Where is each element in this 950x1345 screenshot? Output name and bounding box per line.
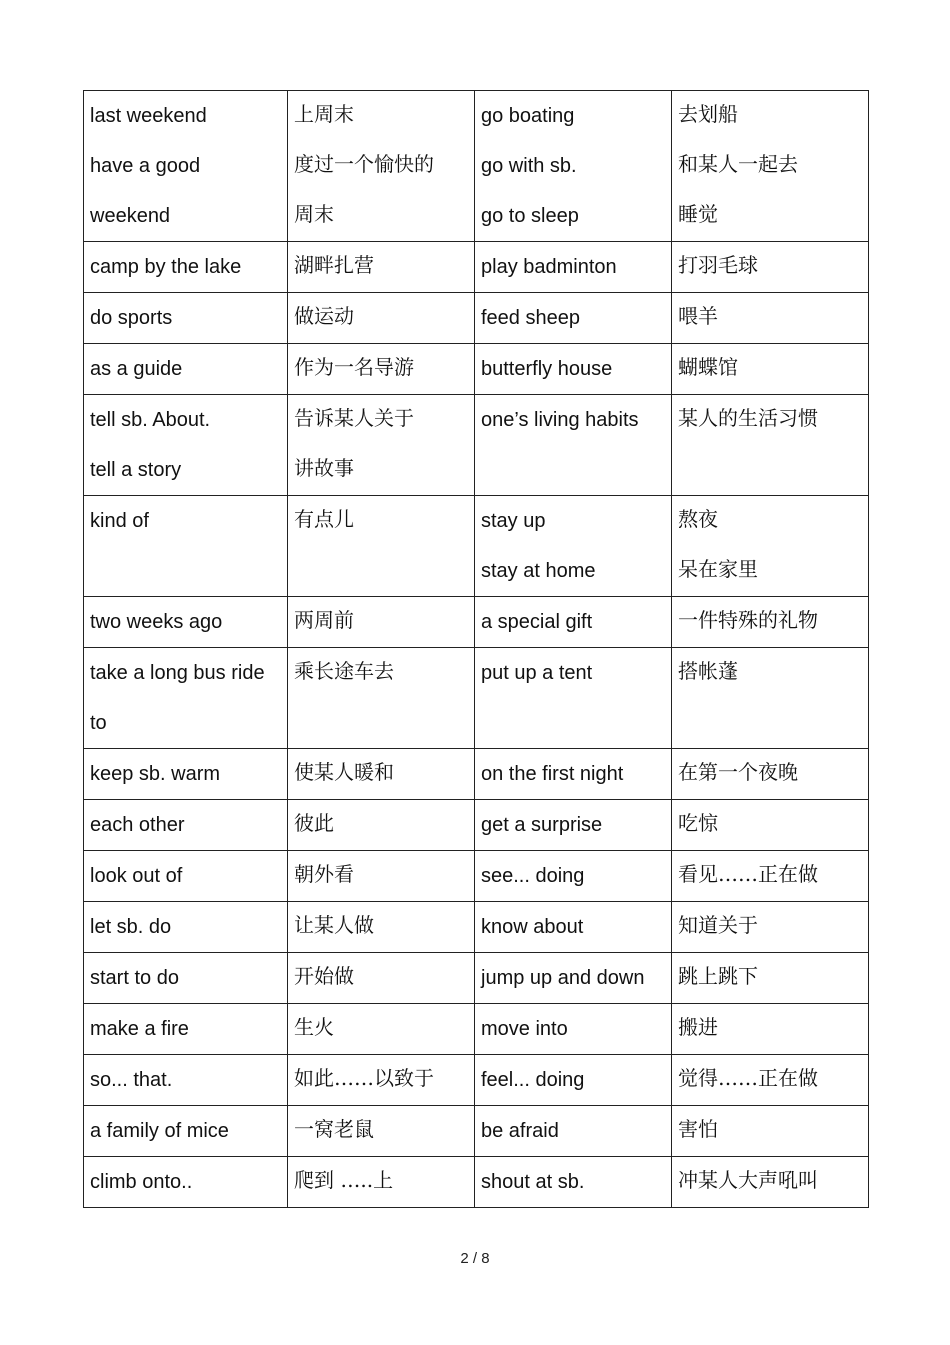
english-phrase-cell — [84, 1055, 288, 1106]
table-row — [84, 242, 869, 293]
english-phrase-cell — [84, 293, 288, 344]
english-phrase: look out of — [90, 865, 183, 887]
english-phrase: make a fire — [90, 1018, 189, 1040]
english-phrase: shout at sb. — [481, 1171, 585, 1193]
english-phrase-cell — [84, 1004, 288, 1055]
chinese-meaning-cell — [288, 800, 475, 851]
chinese-meaning: 度过一个愉快的 — [294, 152, 434, 176]
english-phrase: tell sb. About. — [90, 409, 211, 431]
table-row — [84, 851, 869, 902]
english-phrase-cell — [84, 395, 288, 496]
chinese-meaning-cell — [288, 597, 475, 648]
english-phrase: have a good — [90, 155, 201, 177]
english-phrase-cell — [475, 1106, 672, 1157]
chinese-meaning: 彼此 — [294, 811, 334, 835]
chinese-meaning-cell — [288, 902, 475, 953]
chinese-meaning-cell — [288, 395, 475, 496]
english-phrase: a family of mice — [90, 1120, 229, 1142]
english-phrase: a special gift — [481, 611, 593, 633]
chinese-meaning: 知道关于 — [678, 913, 758, 937]
chinese-meaning: 睡觉 — [678, 202, 718, 226]
chinese-meaning: 搬进 — [678, 1015, 718, 1039]
table-row — [84, 1004, 869, 1055]
chinese-meaning: 讲故事 — [294, 456, 354, 480]
table-row — [84, 496, 869, 597]
chinese-meaning-cell — [672, 242, 869, 293]
table-row — [84, 293, 869, 344]
chinese-meaning: 冲某人大声吼叫 — [678, 1168, 818, 1192]
english-phrase-cell — [475, 1004, 672, 1055]
english-phrase: go boating — [481, 105, 575, 127]
chinese-meaning: 某人的生活习惯 — [678, 406, 818, 430]
english-phrase-cell — [84, 344, 288, 395]
english-phrase: weekend — [90, 205, 171, 227]
chinese-meaning-cell — [288, 749, 475, 800]
english-phrase-cell — [475, 800, 672, 851]
table-row — [84, 395, 869, 496]
english-phrase: get a surprise — [481, 814, 603, 836]
chinese-meaning-cell — [672, 597, 869, 648]
chinese-meaning-cell — [672, 851, 869, 902]
chinese-meaning-cell — [288, 648, 475, 749]
english-phrase: tell a story — [90, 459, 182, 481]
vocabulary-table-body — [84, 91, 869, 1208]
chinese-meaning: 乘长途车去 — [294, 659, 394, 683]
chinese-meaning-cell — [672, 293, 869, 344]
english-phrase-cell — [475, 344, 672, 395]
chinese-meaning-cell — [672, 953, 869, 1004]
table-row — [84, 953, 869, 1004]
table-row — [84, 902, 869, 953]
chinese-meaning: 搭帐蓬 — [678, 659, 738, 683]
table-row — [84, 597, 869, 648]
chinese-meaning-cell — [288, 293, 475, 344]
english-phrase: see... doing — [481, 865, 585, 887]
chinese-meaning-cell — [288, 851, 475, 902]
english-phrase-cell — [475, 293, 672, 344]
chinese-meaning: 作为一名导游 — [294, 355, 414, 379]
english-phrase-cell — [475, 1157, 672, 1208]
chinese-meaning: 有点儿 — [294, 507, 354, 531]
english-phrase: camp by the lake — [90, 256, 242, 278]
chinese-meaning-cell — [672, 1106, 869, 1157]
chinese-meaning: 让某人做 — [294, 913, 374, 937]
english-phrase-cell — [84, 902, 288, 953]
chinese-meaning-cell — [672, 800, 869, 851]
chinese-meaning-cell — [672, 1055, 869, 1106]
chinese-meaning-cell — [672, 648, 869, 749]
chinese-meaning-cell — [672, 1157, 869, 1208]
table-row — [84, 344, 869, 395]
english-phrase-cell — [84, 597, 288, 648]
english-phrase-cell — [475, 1055, 672, 1106]
chinese-meaning-cell — [288, 91, 475, 242]
chinese-meaning: 做运动 — [294, 304, 354, 328]
chinese-meaning: 和某人一起去 — [678, 152, 798, 176]
chinese-meaning-cell — [672, 902, 869, 953]
chinese-meaning: 跳上跳下 — [678, 964, 758, 988]
english-phrase-cell — [475, 902, 672, 953]
chinese-meaning: 看见……正在做 — [678, 862, 818, 886]
table-row — [84, 1055, 869, 1106]
english-phrase: go to sleep — [481, 205, 579, 227]
english-phrase: kind of — [90, 510, 149, 532]
chinese-meaning: 害怕 — [678, 1117, 718, 1141]
chinese-meaning-cell — [288, 1157, 475, 1208]
english-phrase: so... that. — [90, 1069, 173, 1091]
chinese-meaning-cell — [672, 395, 869, 496]
chinese-meaning: 湖畔扎营 — [294, 253, 374, 277]
chinese-meaning: 周末 — [294, 202, 334, 226]
english-phrase-cell — [84, 1106, 288, 1157]
english-phrase: feel... doing — [481, 1069, 585, 1091]
chinese-meaning: 去划船 — [678, 102, 738, 126]
table-row — [84, 91, 869, 242]
english-phrase-cell — [84, 953, 288, 1004]
table-row — [84, 1157, 869, 1208]
chinese-meaning: 在第一个夜晚 — [678, 760, 798, 784]
chinese-meaning-cell — [672, 1004, 869, 1055]
english-phrase: as a guide — [90, 358, 183, 380]
english-phrase-cell — [84, 851, 288, 902]
english-phrase: on the first night — [481, 763, 624, 785]
chinese-meaning: 开始做 — [294, 964, 354, 988]
english-phrase: jump up and down — [481, 967, 645, 989]
chinese-meaning: 爬到 …..上 — [294, 1168, 394, 1192]
chinese-meaning: 使某人暖和 — [294, 760, 394, 784]
english-phrase: play badminton — [481, 256, 617, 278]
chinese-meaning: 一窝老鼠 — [294, 1117, 374, 1141]
english-phrase: one’s living habits — [481, 409, 639, 431]
chinese-meaning-cell — [288, 344, 475, 395]
english-phrase: last weekend — [90, 105, 207, 127]
english-phrase-cell — [84, 648, 288, 749]
chinese-meaning-cell — [288, 496, 475, 597]
chinese-meaning-cell — [288, 1004, 475, 1055]
chinese-meaning: 喂羊 — [678, 304, 718, 328]
page-number: 2 / 8 — [460, 1250, 490, 1267]
chinese-meaning: 上周末 — [294, 102, 354, 126]
chinese-meaning: 告诉某人关于 — [294, 406, 414, 430]
english-phrase: put up a tent — [481, 662, 593, 684]
chinese-meaning-cell — [288, 1055, 475, 1106]
chinese-meaning-cell — [288, 1106, 475, 1157]
english-phrase-cell — [84, 1157, 288, 1208]
chinese-meaning: 如此……以致于 — [294, 1066, 434, 1090]
english-phrase: keep sb. warm — [90, 763, 221, 785]
table-row — [84, 1106, 869, 1157]
english-phrase: to — [90, 712, 107, 734]
chinese-meaning: 生火 — [294, 1015, 334, 1039]
english-phrase-cell — [84, 496, 288, 597]
english-phrase-cell — [84, 242, 288, 293]
english-phrase: take a long bus ride — [90, 662, 265, 684]
chinese-meaning-cell — [672, 496, 869, 597]
chinese-meaning: 呆在家里 — [678, 557, 758, 581]
english-phrase: each other — [90, 814, 185, 836]
english-phrase-cell — [475, 395, 672, 496]
english-phrase: stay at home — [481, 560, 596, 582]
english-phrase-cell — [475, 851, 672, 902]
english-phrase: do sports — [90, 307, 173, 329]
english-phrase-cell — [475, 749, 672, 800]
chinese-meaning-cell — [672, 344, 869, 395]
english-phrase-cell — [475, 953, 672, 1004]
english-phrase-cell — [475, 648, 672, 749]
chinese-meaning: 打羽毛球 — [678, 253, 758, 277]
english-phrase: go with sb. — [481, 155, 577, 177]
english-phrase: be afraid — [481, 1120, 559, 1142]
english-phrase: let sb. do — [90, 916, 172, 938]
english-phrase: climb onto.. — [90, 1171, 193, 1193]
chinese-meaning: 朝外看 — [294, 862, 354, 886]
chinese-meaning-cell — [672, 91, 869, 242]
chinese-meaning: 一件特殊的礼物 — [678, 608, 818, 632]
english-phrase-cell — [475, 496, 672, 597]
english-phrase: know about — [481, 916, 584, 938]
chinese-meaning-cell — [288, 242, 475, 293]
english-phrase-cell — [475, 242, 672, 293]
english-phrase-cell — [84, 800, 288, 851]
table-row — [84, 800, 869, 851]
table-row — [84, 648, 869, 749]
english-phrase: move into — [481, 1018, 568, 1040]
english-phrase-cell — [84, 749, 288, 800]
english-phrase: stay up — [481, 510, 546, 532]
english-phrase-cell — [475, 597, 672, 648]
vocabulary-table — [83, 90, 869, 1208]
english-phrase: two weeks ago — [90, 611, 223, 633]
chinese-meaning: 蝴蝶馆 — [678, 355, 738, 379]
english-phrase-cell — [475, 91, 672, 242]
chinese-meaning: 两周前 — [294, 608, 354, 632]
english-phrase: butterfly house — [481, 358, 613, 380]
chinese-meaning: 吃惊 — [678, 811, 718, 835]
chinese-meaning: 觉得……正在做 — [678, 1066, 818, 1090]
chinese-meaning: 熬夜 — [678, 507, 718, 531]
table-row — [84, 749, 869, 800]
chinese-meaning-cell — [288, 953, 475, 1004]
chinese-meaning-cell — [672, 749, 869, 800]
english-phrase: start to do — [90, 967, 179, 989]
english-phrase-cell — [84, 91, 288, 242]
english-phrase: feed sheep — [481, 307, 580, 329]
